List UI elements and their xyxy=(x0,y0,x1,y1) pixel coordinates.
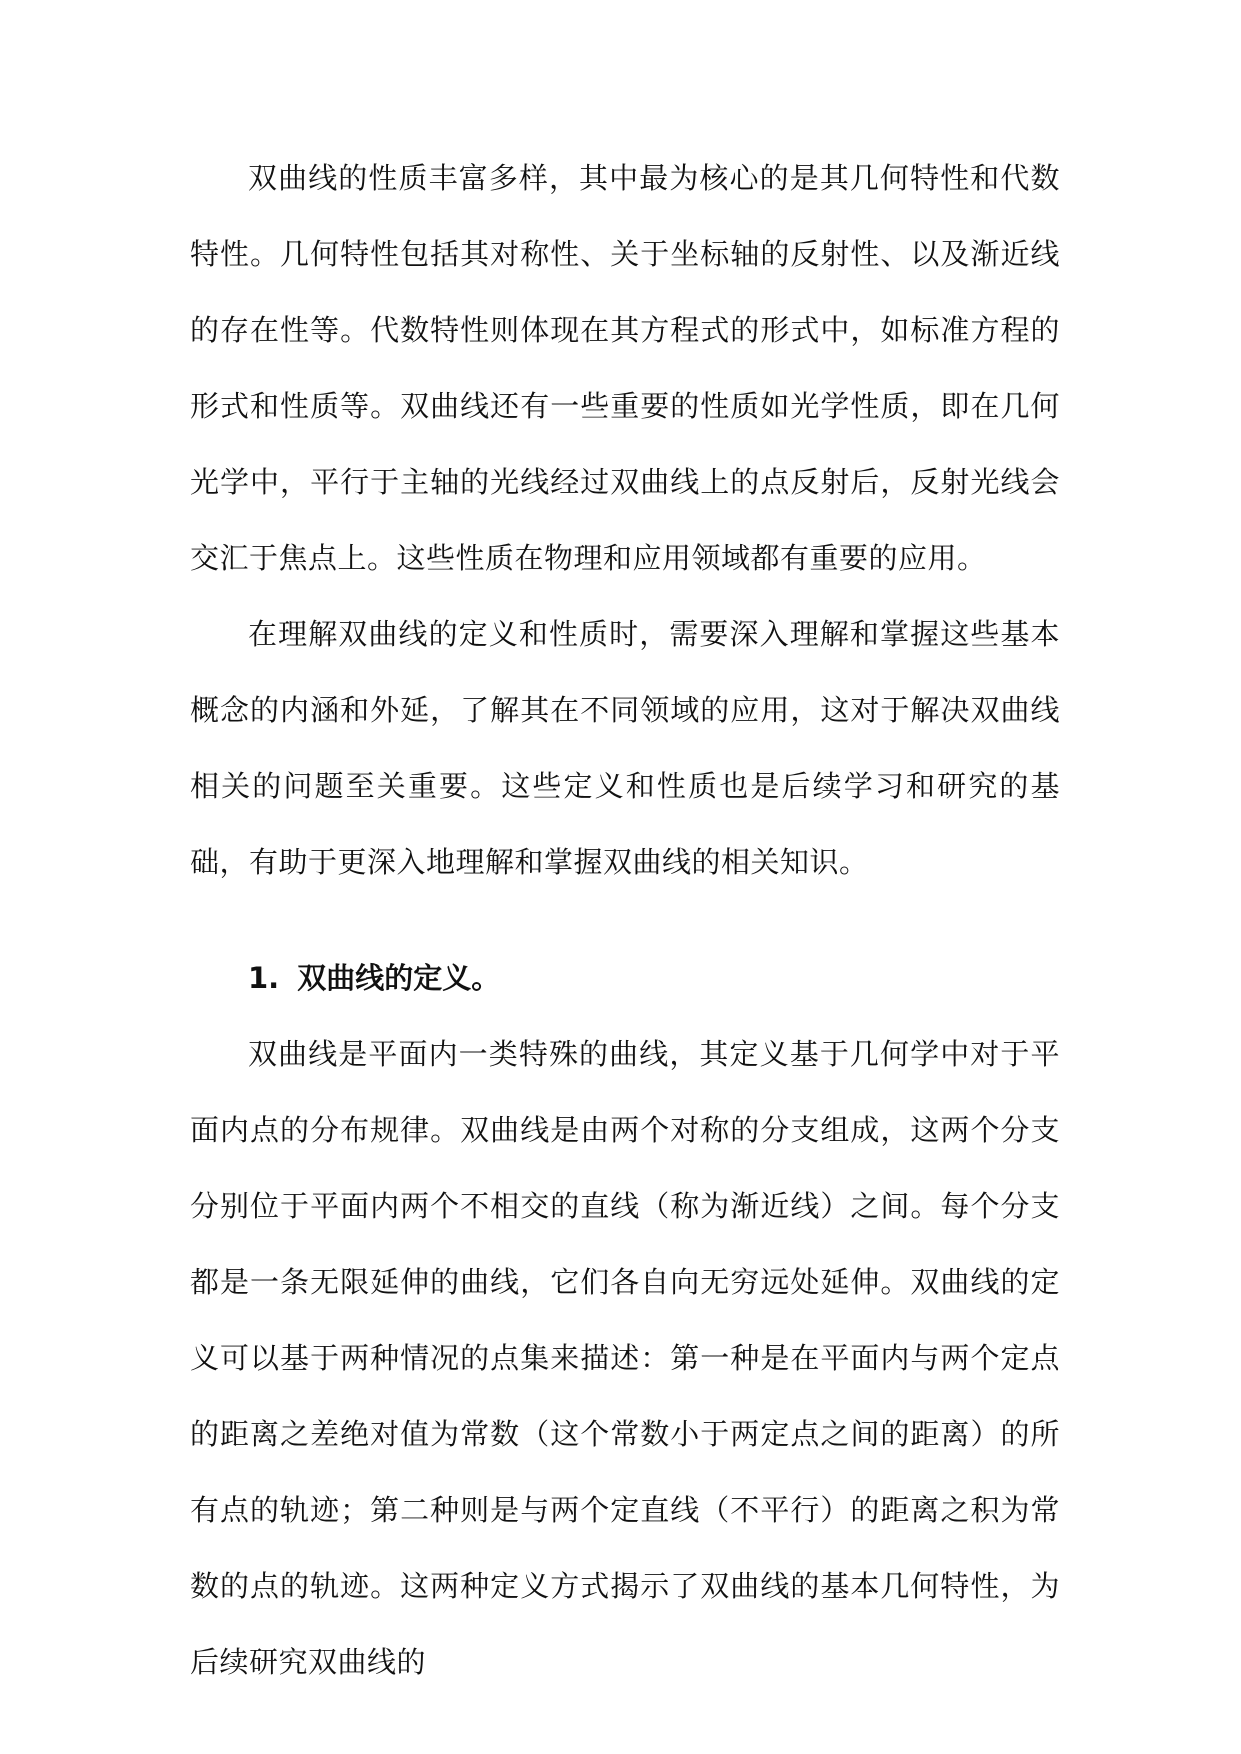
document-page xyxy=(190,140,1060,1700)
section-title: 双曲线的定义。 xyxy=(297,961,501,995)
paragraph-properties: 双曲线的性质丰富多样，其中最为核心的是其几何特性和代数特性。几何特性包括其对称性、关于坐标轴的反射性、以及渐近线的存在性等。代数特性则体现在其方程式的形式中，如标准方程的形式和性质等。双曲线还有一些重要的性质如光学性质，即在几何光学中，平行于主轴的光线经过双曲线上的点反射后，反射光线会交汇于焦点上。这些性质在物理和应用领域都有重要的应用。 xyxy=(190,161,1060,575)
paragraph-definition: 双曲线是平面内一类特殊的曲线，其定义基于几何学中对于平面内点的分布规律。双曲线是由两个对称的分支组成，这两个分支分别位于平面内两个不相交的直线（称为渐近线）之间。每个分支都是一条无限延伸的曲线，它们各自向无穷远处延伸。双曲线的定义可以基于两种情况的点集来描述：第一种是在平面内与两个定点的距离之差绝对值为常数（这个常数小于两定点之间的距离）的所有点的轨迹；第二种则是与两个定直线（不平行）的距离之积为常数的点的轨迹。这两种定义方式揭示了双曲线的基本几何特性，为后续研究双曲线的 xyxy=(190,1037,1060,1679)
paragraph-understanding: 在理解双曲线的定义和性质时，需要深入理解和掌握这些基本概念的内涵和外延，了解其在不同领域的应用，这对于解决双曲线相关的问题至关重要。这些定义和性质也是后续学习和研究的基础，有助于更深入地理解和掌握双曲线的相关知识。 xyxy=(190,617,1060,879)
section-heading xyxy=(190,940,1060,1016)
section-number: 1. xyxy=(248,961,280,995)
